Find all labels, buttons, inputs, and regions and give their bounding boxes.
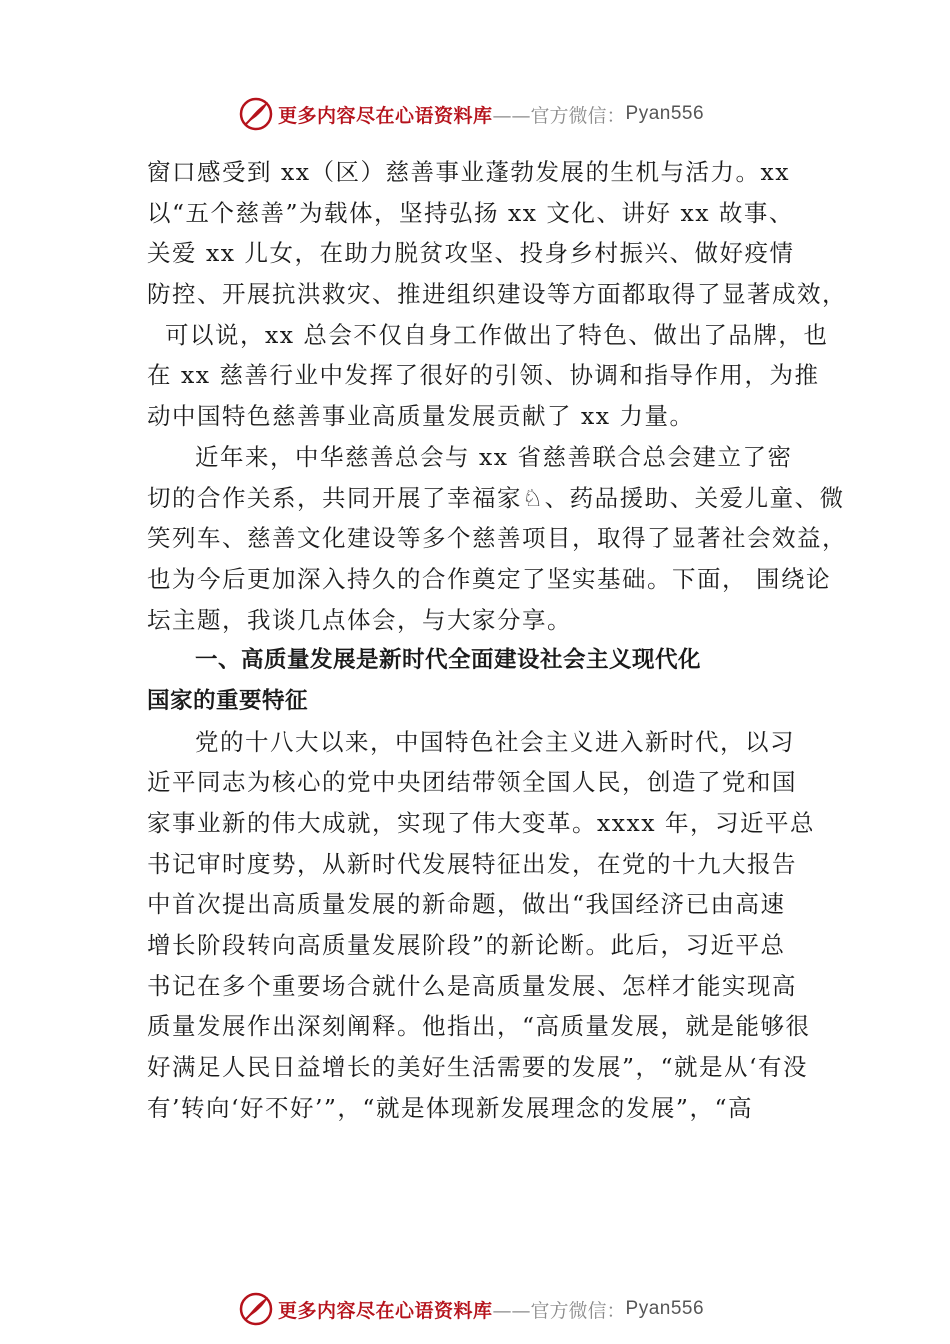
text-line: 好满足人民日益增长的美好生活需要的发展”，“就是从‘有没 <box>147 1053 808 1082</box>
footer-banner <box>238 1289 704 1329</box>
text-line: 也为今后更加深入持久的合作奠定了坚实基础。下面， 围绕论 <box>147 564 831 593</box>
text-line: 在 xx 慈善行业中发挥了很好的引领、协调和指导作用，为推 <box>147 361 820 390</box>
banner-wechat-id: Pyan556 <box>625 103 705 124</box>
text-line: 笑列车、慈善文化建设等多个慈善项目，取得了显著社会效益， <box>147 524 847 553</box>
banner-dash: ——官方微信： <box>492 1299 626 1322</box>
text-line: 书记审时度势，从新时代发展特征出发，在党的十九大报告 <box>147 849 797 878</box>
header-banner <box>238 94 704 134</box>
text-line: 动中国特色慈善事业高质量发展贡献了 xx 力量。 <box>147 402 695 431</box>
banner-dash: ——官方微信： <box>492 104 626 127</box>
text-line: 防控、开展抗洪救灾、推进组织建设等方面都取得了显著成效， <box>147 280 847 309</box>
text-line: 有’转向‘好不好’”，“就是体现新发展理念的发展”，“高 <box>147 1093 753 1122</box>
text-line: 增长阶段转向高质量发展阶段”的新论断。此后，习近平总 <box>147 931 786 960</box>
text-line: 近平同志为核心的党中央团结带领全国人民，创造了党和国 <box>147 768 797 797</box>
text-line: 质量发展作出深刻阐释。他指出，“高质量发展，就是能够很 <box>147 1012 811 1041</box>
banner-wechat-id: Pyan556 <box>625 1298 705 1319</box>
banner-brand: 更多内容尽在心语资料库 <box>278 1299 493 1322</box>
text-line: 坛主题，我谈几点体会，与大家分享。 <box>147 605 572 634</box>
text-line: 中首次提出高质量发展的新命题，做出“我国经济已由高速 <box>147 890 786 919</box>
quill-logo-icon <box>238 1291 274 1327</box>
text-line: 以“五个慈善”为载体，坚持弘扬 xx 文化、讲好 xx 故事、 <box>147 198 794 227</box>
text-line: 关爱 xx 儿女，在助力脱贫攻坚、投身乡村振兴、做好疫情 <box>147 239 795 268</box>
document-body <box>147 152 847 1129</box>
text-line: 窗口感受到 xx（区）慈善事业蓬勃发展的生机与活力。xx <box>147 158 790 186</box>
quill-logo-icon <box>238 96 274 132</box>
text-line: 家事业新的伟大成就，实现了伟大变革。xxxx 年，习近平总 <box>147 809 815 837</box>
section-heading: 一、高质量发展是新时代全面建设社会主义现代化 <box>195 647 702 674</box>
section-heading-continued: 国家的重要特征 <box>147 687 309 714</box>
paragraph-first-line: 近年来，中华慈善总会与 xx 省慈善联合总会建立了密 <box>195 442 793 471</box>
paragraph-first-line: 党的十八大以来，中国特色社会主义进入新时代，以习 <box>195 727 795 756</box>
text-line: 切的合作关系，共同开展了幸福家♘、药品援助、关爱儿童、微 <box>147 483 845 512</box>
text-line: 可以说，xx 总会不仅自身工作做出了特色、做出了品牌，也 <box>147 320 829 349</box>
banner-brand: 更多内容尽在心语资料库 <box>278 104 493 127</box>
text-line: 书记在多个重要场合就什么是高质量发展、怎样才能实现高 <box>147 971 797 1000</box>
